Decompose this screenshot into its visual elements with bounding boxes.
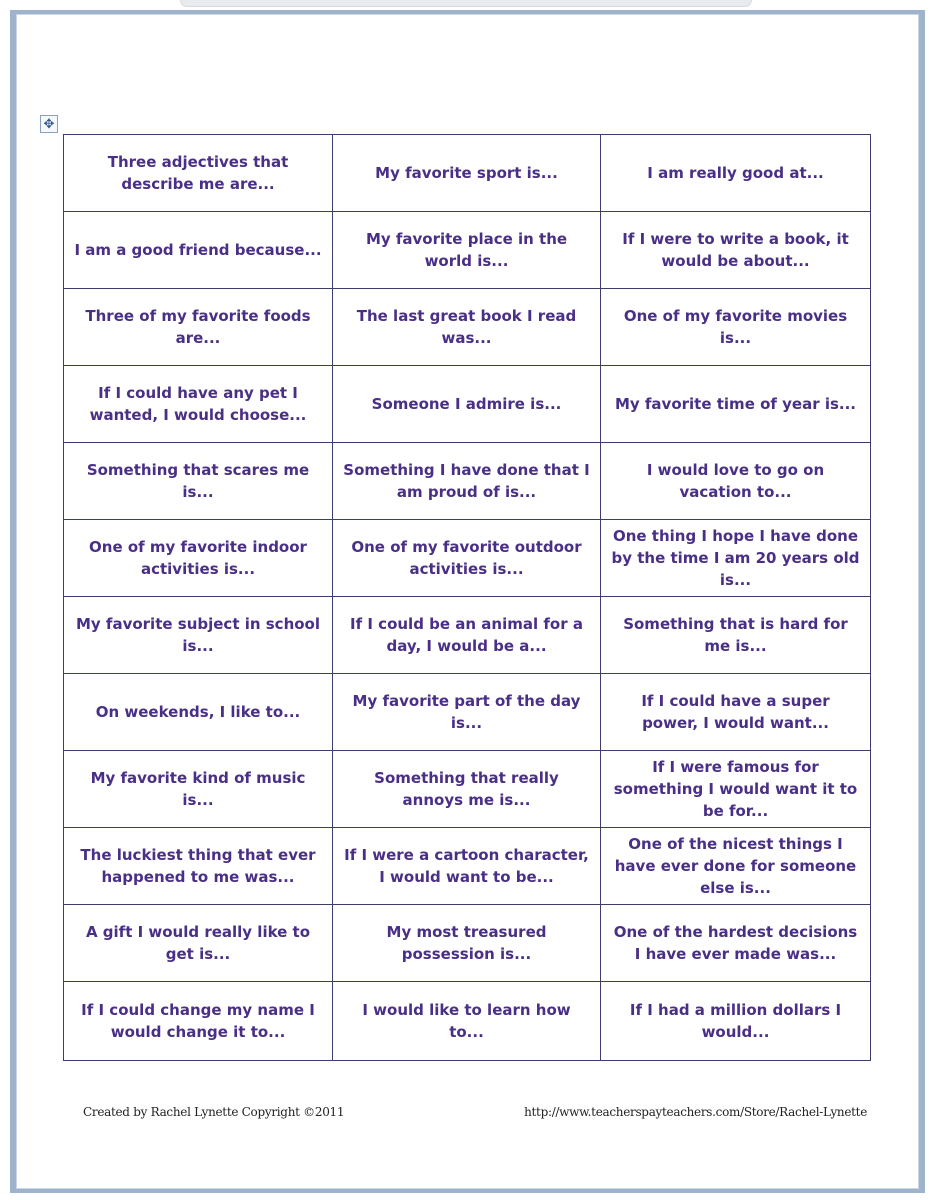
prompt-card: Three adjectives that describe me are... [64, 135, 333, 212]
prompt-card: My favorite part of the day is... [333, 674, 601, 751]
prompt-card: A gift I would really like to get is... [64, 905, 333, 982]
prompt-card: If I could have a super power, I would want... [601, 674, 870, 751]
prompt-card: I would like to learn how to... [333, 982, 601, 1060]
prompt-card: The last great book I read was... [333, 289, 601, 366]
prompt-card: If I were a cartoon character, I would want to be... [333, 828, 601, 905]
footer-credit: Created by Rachel Lynette Copyright ©2011 [83, 1105, 345, 1119]
prompt-card: If I were famous for something I would want it to be for... [601, 751, 870, 828]
prompt-card: My favorite kind of music is... [64, 751, 333, 828]
prompt-card: One thing I hope I have done by the time I am 20 years old is... [601, 520, 870, 597]
prompt-card: If I had a million dollars I would... [629, 1001, 842, 1041]
prompt-card: My most treasured possession is... [333, 905, 601, 982]
footer-url: http://www.teacherspayteachers.com/Store/Rachel-Lynette [524, 1105, 867, 1119]
prompt-card: Something I have done that I am proud of is... [333, 443, 601, 520]
table-move-handle-icon[interactable]: ✥ [40, 115, 58, 133]
prompt-card: Something that is hard for me is... [601, 597, 870, 674]
prompt-card: My favorite place in the world is... [333, 212, 601, 289]
prompt-card: If I could be an animal for a day, I would be a... [333, 597, 601, 674]
prompt-card: One of my favorite indoor activities is... [64, 520, 333, 597]
prompt-card: I am really good at... [601, 135, 870, 212]
prompt-card: If I could change my name I would change it to... [64, 982, 333, 1060]
prompt-card: My favorite subject in school is... [64, 597, 333, 674]
prompt-card: On weekends, I like to... [64, 674, 333, 751]
prompt-card: One of the nicest things I have ever done for someone else is... [601, 828, 870, 905]
prompt-card: My favorite time of year is... [601, 366, 870, 443]
prompt-card: One of my favorite movies is... [601, 289, 870, 366]
prompt-card: Someone I admire is... [333, 366, 601, 443]
prompt-card: I would love to go on vacation to... [601, 443, 870, 520]
prompt-card: Three of my favorite foods are... [64, 289, 333, 366]
prompt-card: One of my favorite outdoor activities is... [333, 520, 601, 597]
prompt-card: One of the hardest decisions I have ever made was... [601, 905, 870, 982]
prompt-card: My favorite sport is... [333, 135, 601, 212]
prompt-card: Something that scares me is... [64, 443, 333, 520]
prompt-card-table [63, 134, 871, 1061]
window-top-bar [180, 0, 752, 7]
prompt-card: If I could have any pet I wanted, I would choose... [64, 366, 333, 443]
prompt-card: If I were to write a book, it would be about... [601, 212, 870, 289]
prompt-card: Something that really annoys me is... [333, 751, 601, 828]
prompt-card: I am a good friend because... [64, 212, 333, 289]
prompt-card: The luckiest thing that ever happened to me was... [64, 828, 333, 905]
